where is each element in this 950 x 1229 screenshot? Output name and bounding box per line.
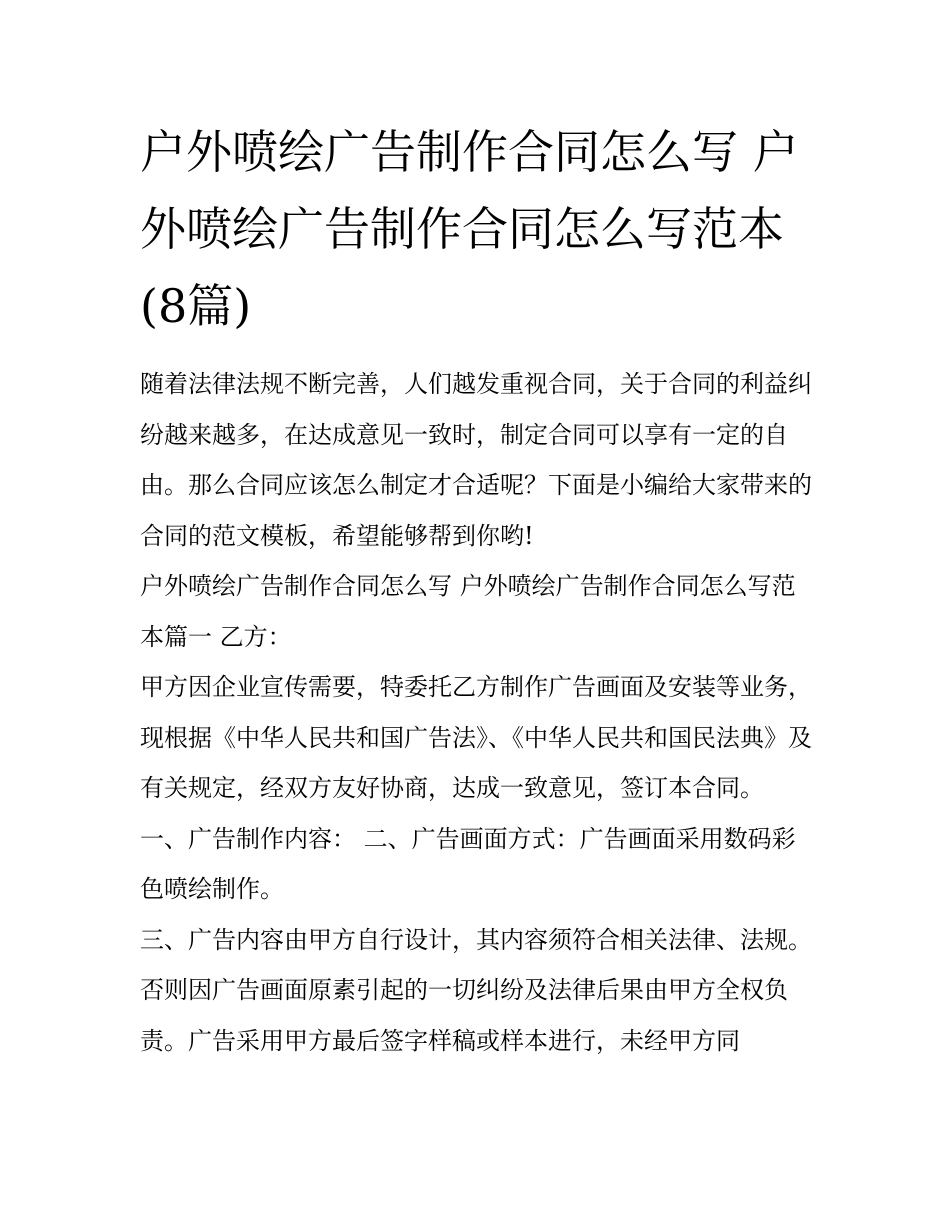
document-title: 户外喷绘广告制作合同怎么写 户外喷绘广告制作合同怎么写范本(8篇): [140, 125, 799, 333]
document-body: [140, 114, 812, 1066]
paragraph-section-heading: 户外喷绘广告制作合同怎么写 户外喷绘广告制作合同怎么写范本篇一 乙方：: [140, 572, 796, 651]
paragraph-purpose: 甲方因企业宣传需要，特委托乙方制作广告画面及安装等业务，现根据《中华人民共和国广告法》、《中华人民共和国民法典》及有关规定，经双方友好协商，达成一致意见，签订本合同。: [140, 673, 812, 802]
paragraph-clause-1-2: 一、广告制作内容： 二、广告画面方式：广告画面采用数码彩色喷绘制作。: [140, 824, 796, 903]
paragraph-clause-3: 三、广告内容由甲方自行设计，其内容须符合相关法律、法规。否则因广告画面原素引起的一切纠纷及法律后果由甲方全权负责。广告采用甲方最后签字样稿或样本进行，未经甲方同: [140, 925, 812, 1055]
paragraph-intro: 随着法律法规不断完善，人们越发重视合同，关于合同的利益纠纷越来越多，在达成意见一致时，制定合同可以享有一定的自由。那么合同应该怎么制定才合适呢？下面是小编给大家带来的合同的范文模板，希望能够帮到你哟!: [140, 370, 812, 550]
